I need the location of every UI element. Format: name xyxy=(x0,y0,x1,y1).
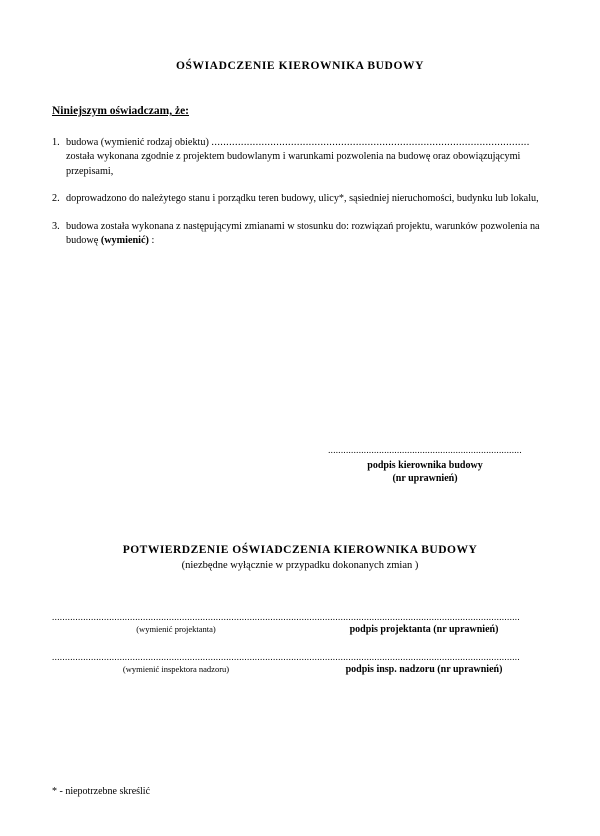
confirmation-rows xyxy=(52,612,548,692)
page-title: OŚWIADCZENIE KIEROWNIKA BUDOWY xyxy=(175,60,425,72)
item-text: budowa została wykonana z następującymi zmianami w stosunku do: rozwiązań projektu, warunków pozwolenia na xyxy=(66,220,540,232)
inspector-right-label: podpis insp. nadzoru (nr uprawnień) xyxy=(345,664,503,675)
list-item xyxy=(52,192,548,206)
inspector-left-label: (wymienić inspektora nadzoru) xyxy=(122,664,230,674)
item-text-line3: przepisami, xyxy=(66,165,114,177)
item-emphasis: (wymienić) xyxy=(100,235,149,247)
dotted-fill: ............................................................................................................ xyxy=(211,137,530,148)
confirmation-row-designer xyxy=(52,612,548,635)
declaration-items xyxy=(52,136,548,249)
signature-dotted-line[interactable]: ............................................................................ xyxy=(328,445,522,455)
designer-dotted-line[interactable]: .................................................................................................................................................................................... xyxy=(52,612,520,622)
item-body xyxy=(66,220,548,249)
item-number: 3. xyxy=(52,220,60,232)
item-text: doprowadzono do należytego stanu i porządku teren budowy, ulicy*, sąsiedniej nieruchomości, budynku lub lokalu, xyxy=(66,193,539,205)
declaration-heading: Niniejszym oświadczam, że: xyxy=(52,105,190,117)
designer-left-label: (wymienić projektanta) xyxy=(136,624,216,634)
confirmation-title: POTWIERDZENIE OŚWIADCZENIA KIEROWNIKA BUDOWY xyxy=(122,544,478,556)
signature-label-line1: podpis kierownika budowy xyxy=(367,460,483,471)
document-page xyxy=(0,60,600,836)
item-text-line2: budowę xyxy=(66,235,101,247)
item-number: 1. xyxy=(52,137,60,148)
item-text: budowa (wymienić rodzaj obiektu) xyxy=(66,137,212,148)
item-number: 2. xyxy=(52,193,60,205)
list-item xyxy=(52,220,548,249)
inspector-dotted-line[interactable]: .................................................................................................................................................................................... xyxy=(52,652,520,662)
item-body xyxy=(66,192,548,206)
item-body xyxy=(66,136,548,179)
confirmation-row-inspector xyxy=(52,652,548,675)
signature-block-manager xyxy=(305,445,545,485)
inspector-labels xyxy=(52,664,548,675)
designer-right-label: podpis projektanta (nr uprawnień) xyxy=(349,624,499,635)
item-text-line2: została wykonana zgodnie z projektem budowlanym i warunkami pozwolenia na budowę oraz obowiązującymi xyxy=(66,151,521,163)
designer-labels xyxy=(52,624,548,635)
confirmation-subtitle: (niezbędne wyłącznie w przypadku dokonanych zmian ) xyxy=(181,560,419,571)
list-item xyxy=(52,136,548,179)
item-text-line2-post: : xyxy=(148,235,155,247)
signature-label-line2: (nr uprawnień) xyxy=(392,473,458,484)
footnote: * - niepotrzebne skreślić xyxy=(52,786,151,797)
